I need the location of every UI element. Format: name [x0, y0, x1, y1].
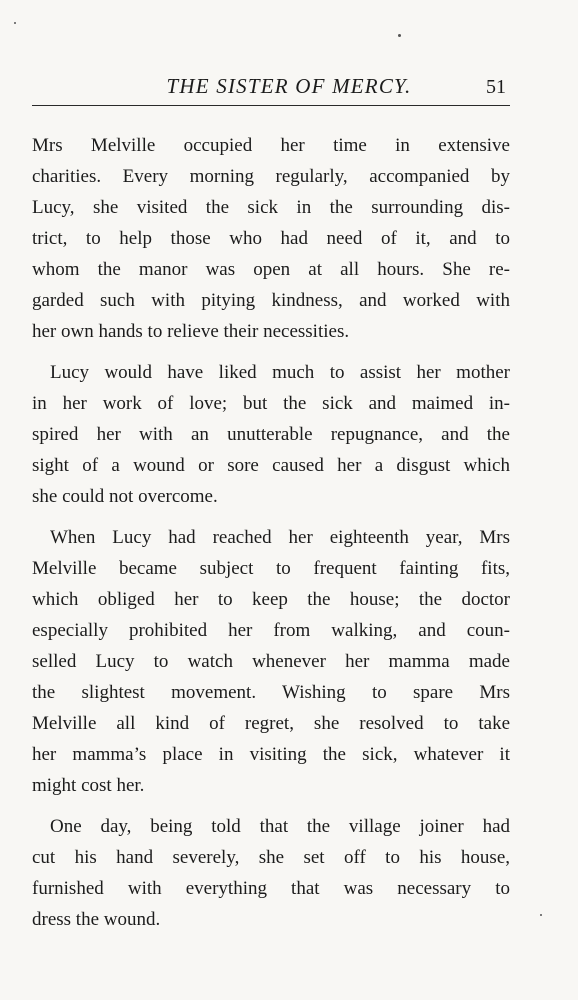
text-line: selled Lucy to watch whenever her mamma made [32, 651, 510, 672]
text-line: charities. Every morning regularly, accompanied by [32, 166, 510, 187]
text-line: furnished with everything that was necessary to [32, 878, 510, 899]
text-line: whom the manor was open at all hours. She re- [32, 259, 510, 280]
text-line: which obliged her to keep the house; the doctor [32, 589, 510, 610]
text-line: Melville became subject to frequent fainting fits, [32, 558, 510, 579]
running-head-title: THE SISTER OF MERCY. [166, 74, 412, 98]
text-line: her mamma’s place in visiting the sick, whatever it [32, 744, 510, 765]
text-line: Lucy, she visited the sick in the surrounding dis- [32, 197, 510, 218]
text-line: the slightest movement. Wishing to spare Mrs [32, 682, 510, 703]
text-line: in her work of love; but the sick and maimed in- [32, 393, 510, 414]
text-line: Lucy would have liked much to assist her mother [50, 362, 510, 383]
text-line: trict, to help those who had need of it, and to [32, 228, 510, 249]
text-line: Mrs Melville occupied her time in extensive [32, 135, 510, 156]
text-line: spired her with an unutterable repugnance, and the [32, 424, 510, 445]
paper-speck [14, 22, 16, 24]
text-line: her own hands to relieve their necessities. [32, 321, 350, 342]
text-line: cut his hand severely, she set off to his house, [32, 847, 510, 868]
text-line: garded such with pitying kindness, and worked with [32, 290, 510, 311]
paper-speck [398, 34, 401, 37]
paragraph-2 [32, 357, 510, 512]
paper-speck [540, 914, 542, 916]
text-line: When Lucy had reached her eighteenth year, Mrs [50, 527, 510, 548]
text-line: dress the wound. [32, 909, 161, 930]
text-line: might cost her. [32, 775, 145, 796]
header-rule [32, 105, 510, 106]
page-number: 51 [486, 76, 506, 98]
body-text [32, 130, 510, 935]
text-line: she could not overcome. [32, 486, 218, 507]
text-line: Melville all kind of regret, she resolved to take [32, 713, 510, 734]
paragraph-3 [32, 522, 510, 801]
text-line: especially prohibited her from walking, and coun- [32, 620, 510, 641]
paragraph-4 [32, 811, 510, 935]
text-line: One day, being told that the village joiner had [50, 816, 510, 837]
text-line: sight of a wound or sore caused her a disgust which [32, 455, 510, 476]
paragraph-1 [32, 130, 510, 347]
running-head [32, 74, 510, 104]
